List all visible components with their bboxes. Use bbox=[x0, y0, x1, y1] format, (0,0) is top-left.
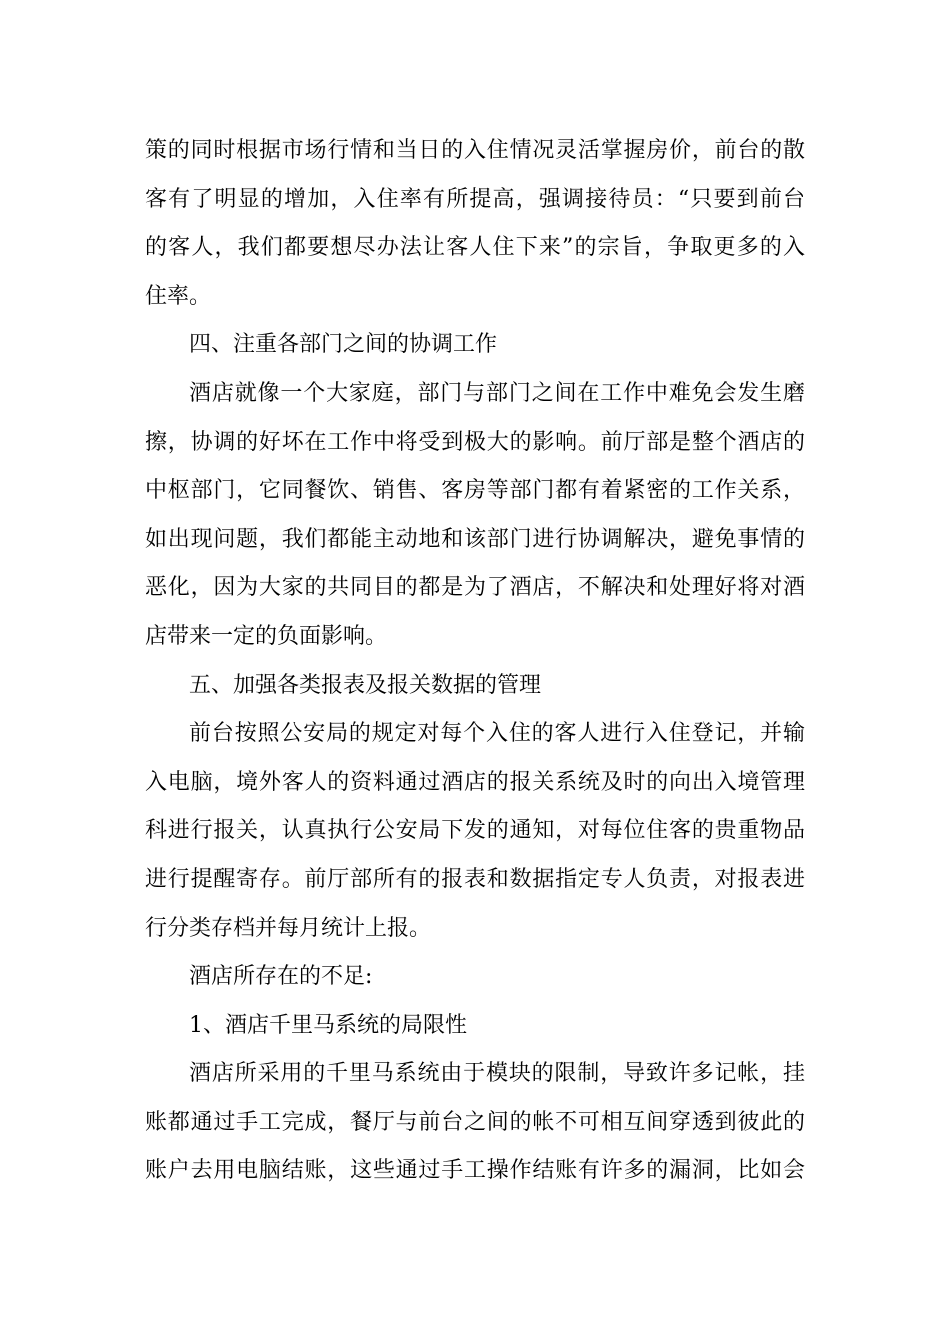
text-line: 账都通过手工完成，餐厅与前台之间的帐不可相互间穿透到彼此的 bbox=[145, 1109, 805, 1135]
subheading-1: 1、酒店千里马系统的局限性 bbox=[189, 1012, 467, 1038]
body-text bbox=[145, 127, 805, 1196]
text-line: 账户去用电脑结账，这些通过手工操作结账有许多的漏洞，比如会 bbox=[145, 1158, 805, 1184]
text-line: 恶化，因为大家的共同目的都是为了酒店，不解决和处理好将对酒 bbox=[145, 575, 805, 601]
text-line: 行分类存档并每月统计上报。 bbox=[145, 915, 432, 941]
text-line: 科进行报关，认真执行公安局下发的通知，对每位住客的贵重物品 bbox=[145, 818, 805, 844]
text-line: 进行提醒寄存。前厅部所有的报表和数据指定专人负责，对报表进 bbox=[145, 866, 805, 892]
text-line: 策的同时根据市场行情和当日的入住情况灵活掌握房价，前台的散 bbox=[145, 138, 805, 163]
text-line: 客有了明显的增加，入住率有所提高，强调接待员：“只要到前台 bbox=[145, 186, 805, 212]
text-line: 前台按照公安局的规定对每个入住的客人进行入住登记，并输 bbox=[189, 721, 805, 747]
text-line: 店带来一定的负面影响。 bbox=[145, 623, 388, 649]
text-line: 中枢部门，它同餐饮、销售、客房等部门都有着紧密的工作关系， bbox=[145, 478, 805, 504]
text-line: 如出现问题，我们都能主动地和该部门进行协调解决，避免事情的 bbox=[145, 526, 805, 552]
shortcomings-heading: 酒店所存在的不足: bbox=[189, 964, 373, 990]
text-line: 酒店就像一个大家庭，部门与部门之间在工作中难免会发生磨 bbox=[189, 380, 805, 406]
text-line: 酒店所采用的千里马系统由于模块的限制，导致许多记帐，挂 bbox=[189, 1061, 805, 1087]
text-line: 的客人，我们都要想尽办法让客人住下来”的宗旨，争取更多的入 bbox=[145, 235, 805, 261]
text-line: 住率。 bbox=[145, 283, 212, 309]
section-heading-5: 五、加强各类报表及报关数据的管理 bbox=[189, 672, 542, 698]
text-line: 擦，协调的好坏在工作中将受到极大的影响。前厅部是整个酒店的 bbox=[145, 429, 805, 455]
section-heading-4: 四、注重各部门之间的协调工作 bbox=[189, 332, 498, 358]
text-line: 入电脑，境外客人的资料通过酒店的报关系统及时的向出入境管理 bbox=[145, 769, 805, 795]
